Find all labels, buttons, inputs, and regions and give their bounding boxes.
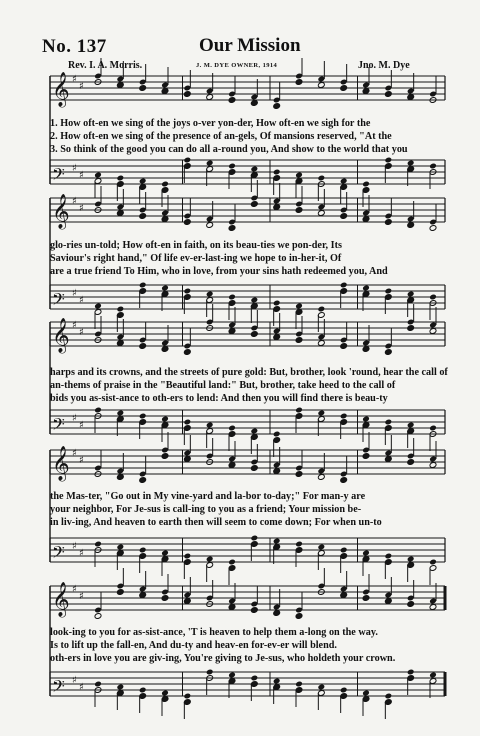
note-head — [429, 225, 437, 232]
note-head — [273, 300, 281, 307]
note-head — [340, 413, 348, 420]
note-head — [94, 172, 102, 179]
note-head — [273, 431, 281, 438]
note-head — [340, 85, 348, 92]
note-head — [251, 535, 259, 542]
lyric-line: look-ing to you for as-sist-ance, 'T is heaven to help them a-long on the way. — [50, 627, 378, 638]
note-head — [429, 559, 437, 566]
note-head — [117, 175, 125, 182]
note-head — [161, 550, 169, 557]
lyric-line: glo-ries un-told; How oft-en in faith, on its beau-ties we pon-der, Its — [50, 240, 342, 251]
note-head — [340, 547, 348, 554]
note-head — [318, 410, 326, 417]
note-head — [161, 595, 169, 602]
note-head — [273, 204, 281, 211]
note-head — [385, 157, 393, 164]
note-head — [228, 425, 236, 432]
sharp-sign: ♯ — [79, 420, 84, 431]
note-head — [429, 672, 437, 679]
note-head — [340, 282, 348, 289]
note-head — [407, 325, 415, 332]
note-head — [139, 477, 147, 484]
lyric-line: harps and its crowns, and the streets of pure gold: But, brother, look 'round, hear the call of — [50, 367, 448, 378]
note-head — [161, 88, 169, 95]
note-head — [407, 601, 415, 608]
note-head — [295, 207, 303, 214]
sharp-sign: ♯ — [79, 591, 84, 602]
note-head — [385, 456, 393, 463]
sharp-sign: ♯ — [72, 675, 77, 686]
note-head — [206, 291, 214, 298]
lyric-line: 3. So think of the good you can do all a-round you, And show to the world that you — [50, 144, 408, 155]
note-head — [206, 422, 214, 429]
bass-clef: 𝄢 — [52, 289, 65, 313]
note-head — [184, 157, 192, 164]
lyric-line: in liv-ing, And heaven to earth then will seem to come down; For when un-to — [50, 517, 382, 528]
note-head — [362, 216, 370, 223]
bass-clef: 𝄢 — [52, 164, 65, 188]
note-head — [206, 556, 214, 563]
note-head — [318, 544, 326, 551]
note-head — [228, 559, 236, 566]
note-head — [251, 297, 259, 304]
note-head — [429, 163, 437, 170]
note-head — [228, 672, 236, 679]
note-head — [429, 294, 437, 301]
note-head — [117, 306, 125, 313]
note-head — [362, 346, 370, 353]
note-head — [318, 306, 326, 313]
note-head — [429, 328, 437, 335]
sharp-sign: ♯ — [72, 584, 77, 595]
sharp-sign: ♯ — [72, 413, 77, 424]
lyric-line: 1. How oft-en we sing of the joys o-ver yon-der, How oft-en we sigh for the — [50, 118, 371, 129]
note-head — [139, 85, 147, 92]
note-head — [273, 169, 281, 176]
note-head — [117, 684, 125, 691]
note-head — [340, 477, 348, 484]
note-head — [228, 163, 236, 170]
note-head — [184, 419, 192, 426]
note-head — [340, 687, 348, 694]
note-head — [295, 303, 303, 310]
note-head — [184, 553, 192, 560]
note-head — [184, 288, 192, 295]
note-head — [295, 79, 303, 86]
lyric-line: Saviour's right hand," Of life ev-er-last-ing we hope to in-her-it, Of — [50, 253, 342, 264]
note-head — [295, 681, 303, 688]
note-head — [161, 216, 169, 223]
note-head — [251, 331, 259, 338]
lyric-line: oth-ers in love you are giv-ing, You're giving to Je-sus, who holdeth your crown. — [50, 653, 396, 664]
note-head — [407, 459, 415, 466]
note-head — [407, 669, 415, 676]
sharp-sign: ♯ — [72, 320, 77, 331]
note-head — [407, 422, 415, 429]
sharp-sign: ♯ — [79, 81, 84, 92]
treble-clef: 𝄞 — [52, 194, 70, 229]
lyric-line: are a true friend To Him, who in love, from your sins hath redeemed you, And — [50, 266, 388, 277]
note-head — [273, 334, 281, 341]
note-head — [184, 219, 192, 226]
note-head — [340, 213, 348, 220]
note-head — [385, 288, 393, 295]
note-head — [161, 346, 169, 353]
note-head — [206, 160, 214, 167]
note-head — [362, 550, 370, 557]
note-head — [206, 669, 214, 676]
note-head — [184, 693, 192, 700]
note-head — [117, 474, 125, 481]
note-head — [139, 178, 147, 185]
sharp-sign: ♯ — [79, 455, 84, 466]
sharp-sign: ♯ — [72, 288, 77, 299]
note-head — [139, 687, 147, 694]
note-head — [273, 538, 281, 545]
note-head — [362, 595, 370, 602]
note-head — [228, 225, 236, 232]
note-head — [139, 282, 147, 289]
note-head — [228, 97, 236, 104]
note-head — [407, 94, 415, 101]
note-head — [295, 613, 303, 620]
note-head — [318, 82, 326, 89]
lyric-line: your neighbor, For Je-sus is call-ing to you as a friend; Your mission be- — [50, 504, 362, 515]
note-head — [184, 349, 192, 356]
note-head — [117, 544, 125, 551]
note-head — [228, 294, 236, 301]
note-head — [385, 553, 393, 560]
note-head — [429, 462, 437, 469]
note-head — [139, 592, 147, 599]
note-head — [251, 607, 259, 614]
lyric-line: bids you as-sist-ance to oth-ers to lend: And then you will find there is beau-ty — [50, 393, 388, 404]
note-head — [385, 349, 393, 356]
note-head — [94, 303, 102, 310]
note-head — [94, 613, 102, 620]
sharp-sign: ♯ — [72, 196, 77, 207]
note-head — [94, 541, 102, 548]
note-head — [184, 91, 192, 98]
sharp-sign: ♯ — [79, 682, 84, 693]
note-head — [385, 598, 393, 605]
note-head — [295, 471, 303, 478]
note-head — [161, 416, 169, 423]
note-head — [251, 201, 259, 208]
copyright-notice: J. M. DYE OWNER, 1914 — [196, 62, 278, 69]
note-head — [295, 541, 303, 548]
note-head — [429, 604, 437, 611]
note-head — [251, 675, 259, 682]
note-head — [407, 291, 415, 298]
lyric-line: an-thems of praise in the "Beautiful land:" But, brother, take heed to the call of — [50, 380, 396, 391]
hymn-title: Our Mission — [199, 35, 301, 56]
note-head — [340, 343, 348, 350]
note-head — [362, 416, 370, 423]
note-head — [228, 328, 236, 335]
bass-clef: 𝄢 — [52, 414, 65, 438]
note-head — [161, 285, 169, 292]
hymn-number: No. 137 — [42, 36, 107, 57]
note-head — [318, 210, 326, 217]
note-head — [94, 681, 102, 688]
note-head — [117, 589, 125, 596]
note-head — [273, 468, 281, 475]
note-head — [407, 222, 415, 229]
sharp-sign: ♯ — [79, 170, 84, 181]
note-head — [228, 604, 236, 611]
treble-clef: 𝄞 — [52, 318, 70, 353]
note-head — [251, 166, 259, 173]
treble-clef: 𝄞 — [52, 72, 70, 107]
note-head — [161, 453, 169, 460]
note-head — [318, 340, 326, 347]
note-head — [407, 556, 415, 563]
note-head — [251, 465, 259, 472]
lyric-line: Is to lift up the fall-en, And du-ty and heav-en for-ev-er will blend. — [50, 640, 337, 651]
treble-clef: 𝄞 — [52, 446, 70, 481]
note-head — [117, 210, 125, 217]
note-head — [273, 103, 281, 110]
note-head — [251, 428, 259, 435]
note-head — [206, 222, 214, 229]
bass-clef: 𝄢 — [52, 542, 65, 566]
lyricist-credit: Rev. I. A. Morris. — [68, 60, 143, 71]
note-head — [318, 175, 326, 182]
note-head — [362, 181, 370, 188]
note-head — [94, 407, 102, 414]
note-head — [340, 178, 348, 185]
note-head — [362, 453, 370, 460]
note-head — [295, 172, 303, 179]
note-head — [385, 419, 393, 426]
note-head — [117, 340, 125, 347]
sharp-sign: ♯ — [72, 163, 77, 174]
note-head — [273, 610, 281, 617]
note-head — [161, 181, 169, 188]
note-head — [385, 219, 393, 226]
note-head — [117, 410, 125, 417]
note-head — [273, 678, 281, 685]
sharp-sign: ♯ — [79, 295, 84, 306]
sharp-sign: ♯ — [79, 203, 84, 214]
sharp-sign: ♯ — [72, 541, 77, 552]
treble-clef: 𝄞 — [52, 582, 70, 617]
bass-clef: 𝄢 — [52, 676, 65, 700]
sharp-sign: ♯ — [72, 74, 77, 85]
composer-credit: Jno. M. Dye — [358, 60, 410, 71]
note-head — [295, 407, 303, 414]
lyric-line: the Mas-ter, "Go out in My vine-yard and la-bor to-day;" For man-y are — [50, 491, 366, 502]
note-head — [139, 413, 147, 420]
note-head — [385, 91, 393, 98]
note-head — [407, 160, 415, 167]
note-head — [295, 337, 303, 344]
note-head — [362, 690, 370, 697]
note-head — [362, 285, 370, 292]
note-head — [318, 684, 326, 691]
sharp-sign: ♯ — [79, 548, 84, 559]
note-head — [184, 456, 192, 463]
lyric-line: 2. How oft-en we sing of the presence of an-gels, Of mansions reserved, "At the — [50, 131, 392, 142]
note-head — [206, 94, 214, 101]
note-head — [139, 213, 147, 220]
note-head — [117, 82, 125, 89]
sharp-sign: ♯ — [72, 448, 77, 459]
note-head — [139, 547, 147, 554]
sharp-sign: ♯ — [79, 327, 84, 338]
note-head — [184, 598, 192, 605]
note-head — [318, 474, 326, 481]
note-head — [161, 690, 169, 697]
note-head — [251, 100, 259, 107]
note-head — [429, 425, 437, 432]
note-head — [228, 462, 236, 469]
note-head — [139, 343, 147, 350]
note-head — [362, 88, 370, 95]
note-head — [340, 592, 348, 599]
note-head — [385, 693, 393, 700]
